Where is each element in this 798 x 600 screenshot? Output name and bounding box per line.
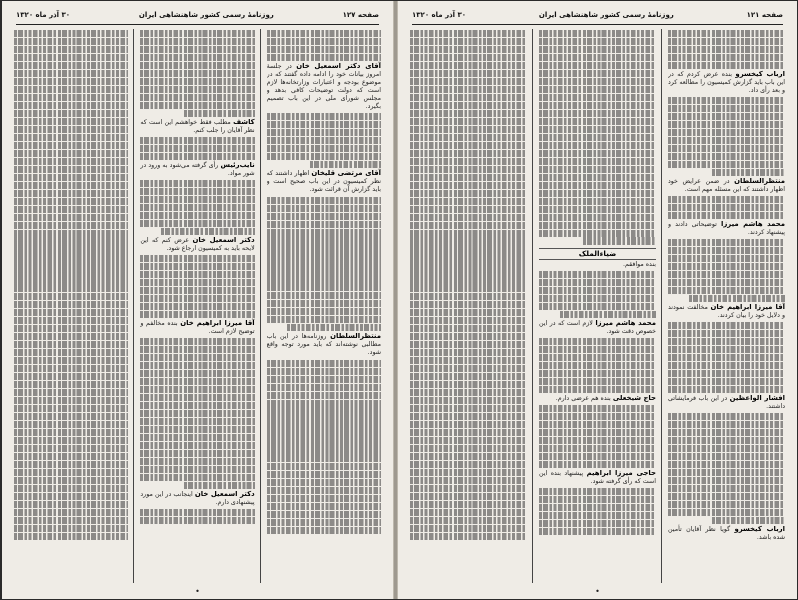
left-column-right — [267, 29, 381, 583]
left-page-date: ۳۰ آذر ماه ۱۳۲۰ — [16, 11, 71, 19]
speech-text: بنده هم عرضی دارم. — [555, 394, 611, 402]
speech-entry — [668, 70, 785, 95]
right-columns — [410, 29, 785, 583]
speech-entry — [140, 319, 254, 336]
speech-text: روزنامه‌ها در این باب مطالبی نوشته‌اند که باید مورد توجه واقع شود. — [266, 333, 381, 357]
right-page-foot-mark: • — [595, 587, 600, 596]
speech-text: در جلسهٔ امروز بیانات خود را ادامه داده گفتند که در موضوع بودجه و اعتبارات وزارتخانه‌ها لازم است که دولت توضیحات کافی بدهد و مجلس شورای ملی در این باب تصمیم بگیرد. — [266, 62, 381, 111]
speech-text: بنده موافقم. — [622, 260, 656, 268]
speaker-name: محمد هاشم میرزا — [595, 318, 656, 327]
speaker-name: ارباب کیخسرو — [735, 69, 785, 78]
speech-text: عرض کنم که این لایحه باید به کمیسیون ارجاع شود. — [140, 236, 255, 253]
speech-text: در این باب فرمایشاتی داشتند. — [668, 395, 785, 411]
speaker-name: ضیاءالملک — [578, 248, 617, 258]
speech-text: بنده عرض کردم که در این باب باید گزارش کمیسیون را مطالعه کرد و بعد رأی داد. — [668, 70, 785, 94]
speaker-name: دکتر اسمعیل خان — [194, 489, 255, 498]
speech-text: اینجانب در این مورد پیشنهادی دارم. — [140, 490, 255, 506]
speaker-name: حاجی میرزا ابراهیم — [586, 468, 656, 477]
speaker-name: افشار الواعظین — [729, 394, 785, 403]
left-columns — [14, 29, 381, 583]
speech-text: توضیحاتی دادند و پیشنهاد کردند. — [668, 221, 785, 237]
speaker-name: آقای مرتضی قلیخان — [311, 169, 381, 178]
speech-entry — [140, 236, 254, 253]
right-running-head — [412, 8, 783, 25]
speech-text: لازم است که در این خصوص دقت شود. — [539, 319, 656, 335]
speaker-name: منتظرالسلطان — [330, 332, 381, 341]
speech-entry — [267, 169, 381, 194]
left-column-middle — [140, 29, 260, 583]
speaker-name: نایب‌رئیس — [220, 160, 255, 169]
speaker-name: آقا میرزا ابراهیم خان — [710, 303, 785, 312]
speech-entry — [668, 177, 785, 194]
speech-entry — [539, 394, 656, 403]
speech-entry — [140, 490, 254, 507]
speech-text: مخالفت نمودند و دلایل خود را بیان کردند. — [668, 304, 785, 320]
right-column-right — [668, 29, 785, 583]
left-page-number: صفحه ۱۲۷ — [342, 11, 379, 19]
right-column-middle — [539, 29, 662, 583]
speech-text: مطلب فقط خواهشم این است که نظر آقایان را جلب کنم. — [140, 118, 255, 134]
speech-text: رأی گرفته می‌شود به ورود در شور مواد. — [140, 161, 255, 177]
speech-entry — [140, 118, 254, 135]
left-page-title: روزنامهٔ رسمی کشور شاهنشاهی ایران — [138, 11, 274, 19]
speech-entry — [539, 469, 656, 486]
document-spread — [2, 1, 796, 599]
speech-entry — [668, 220, 785, 237]
speaker-name: محمد هاشم میرزا — [720, 220, 785, 229]
speech-entry — [267, 332, 381, 357]
right-column-left — [410, 29, 533, 583]
speech-entry — [668, 525, 785, 542]
speech-entry — [668, 394, 785, 411]
right-page-date: ۳۰ آذر ماه ۱۳۲۰ — [412, 11, 467, 19]
speaker-name: ارباب کیخسرو — [734, 525, 785, 534]
left-page — [2, 1, 394, 599]
section-heading — [539, 248, 656, 260]
right-page-number: صفحه ۱۲۱ — [746, 11, 783, 19]
speech-entry — [140, 161, 254, 178]
speech-text: پیشنهاد بنده این است که رأی گرفته شود. — [539, 469, 656, 485]
speech-text: بنده مخالفم و توضیح لازم است. — [140, 320, 255, 336]
speech-entry — [668, 303, 785, 320]
speech-entry — [539, 261, 656, 269]
speech-entry — [267, 62, 381, 112]
speaker-name: منتظرالسلطان — [734, 176, 785, 185]
speech-entry — [539, 319, 656, 336]
left-running-head — [16, 8, 379, 25]
speech-text: اظهار داشتند که نظر کمیسیون در این باب صحیح است و باید گزارش آن قرائت شود. — [266, 170, 381, 194]
speaker-name: حاج شیخعلی — [612, 393, 656, 402]
right-page-title: روزنامهٔ رسمی کشور شاهنشاهی ایران — [538, 11, 674, 19]
right-page — [397, 1, 797, 599]
speaker-name: کاشف — [233, 117, 255, 126]
speaker-name: آقا میرزا ابراهیم خان — [180, 319, 255, 327]
speaker-name: دکتر اسمعیل خان — [192, 235, 255, 244]
left-column-left — [14, 29, 134, 583]
speaker-name: آقای دکتر اسمعیل خان — [296, 61, 381, 70]
speech-text: گویا نظر آقایان تأمین شده باشد. — [668, 526, 785, 542]
speech-text: در ضمن عرایض خود اظهار داشتند که این مسئله مهم است. — [668, 177, 785, 194]
left-page-foot-mark: • — [195, 587, 200, 596]
